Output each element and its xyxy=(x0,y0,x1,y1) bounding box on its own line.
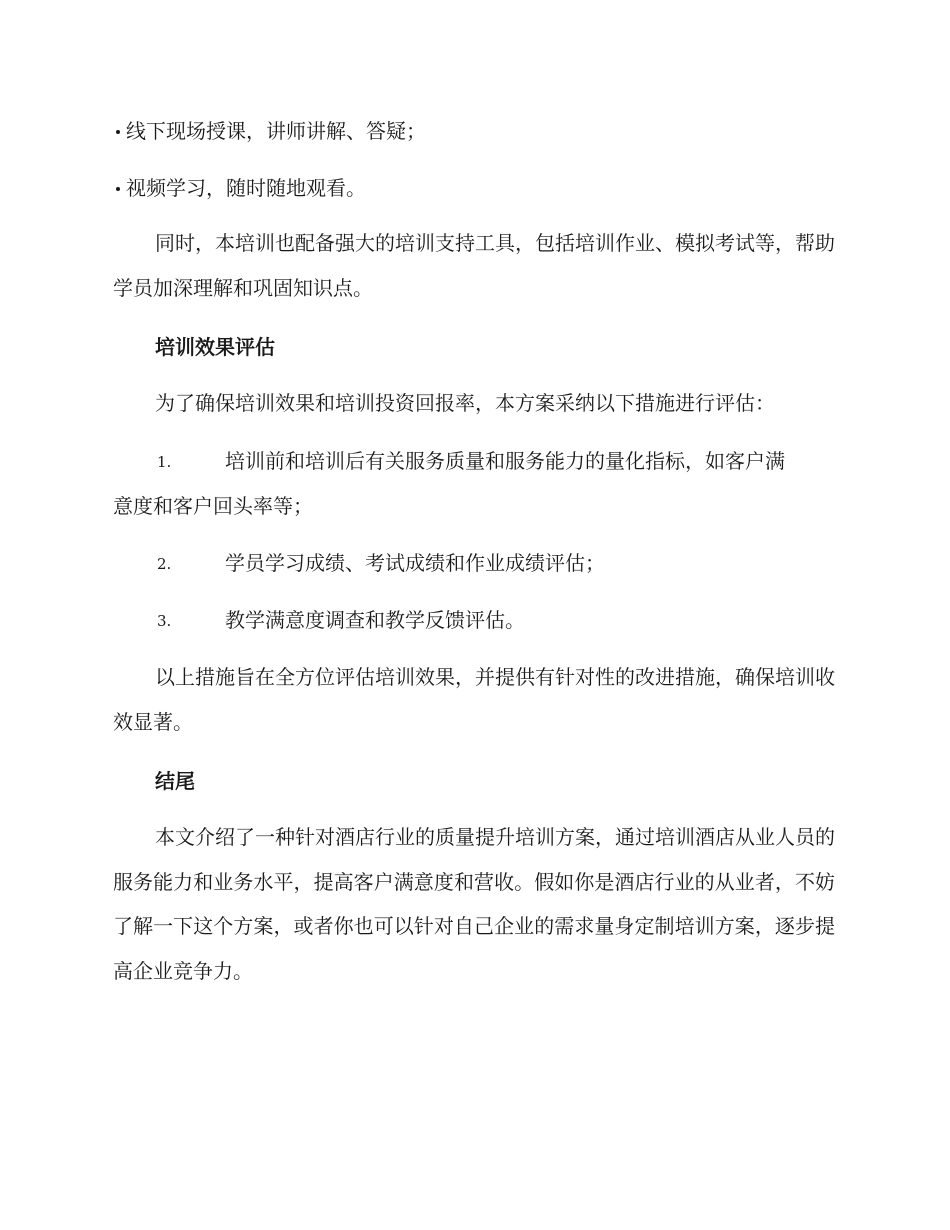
bullet-dot-icon xyxy=(116,130,120,134)
list-item-number: 3. xyxy=(157,612,172,630)
conclusion-paragraph: 本文介绍了一种针对酒店行业的质量提升培训方案，通过培训酒店从业人员的服务能力和业务水平，提高客户满意度和营收。假如你是酒店行业的从业者，不妨了解一下这个方案，或者你也可以针对自己企业的需求量身定制培训方案，逐步提高企业竞争力。 xyxy=(113,825,835,983)
evaluation-intro: 为了确保培训效果和培训投资回报率，本方案采纳以下措施进行评估： xyxy=(155,391,775,415)
list-item-number: 2. xyxy=(157,555,172,573)
list-item-number: 1. xyxy=(157,453,172,471)
list-item-text: 教学满意度调查和教学反馈评估。 xyxy=(225,608,525,632)
list-item-text-continued: 意度和客户回头率等； xyxy=(113,494,313,518)
list-item-text: 培训前和培训后有关服务质量和服务能力的量化指标，如客户满 xyxy=(225,449,785,473)
bullet-dot-icon xyxy=(116,187,120,191)
bullet-text: 线下现场授课，讲师讲解、答疑； xyxy=(126,119,426,143)
bullet-item xyxy=(113,117,835,145)
evaluation-summary: 以上措施旨在全方位评估培训效果，并提供有针对性的改进措施，确保培训收效显著。 xyxy=(113,665,835,734)
bullet-item xyxy=(113,174,835,202)
bullet-text: 视频学习，随时随地观看。 xyxy=(126,176,366,200)
tools-paragraph: 同时，本培训也配备强大的培训支持工具，包括培训作业、模拟考试等，帮助学员加深理解和巩固知识点。 xyxy=(113,231,835,300)
section-heading-conclusion: 结尾 xyxy=(155,769,195,793)
list-item-text: 学员学习成绩、考试成绩和作业成绩评估； xyxy=(225,551,605,575)
section-heading-evaluation: 培训效果评估 xyxy=(155,335,275,359)
